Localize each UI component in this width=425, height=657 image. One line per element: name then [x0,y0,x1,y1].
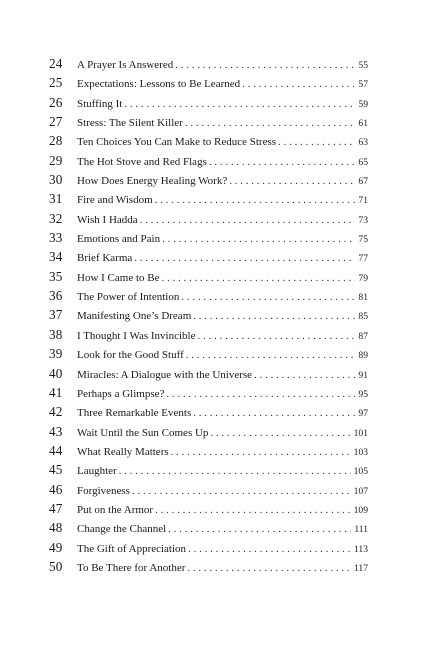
toc-entry [49,267,368,286]
page-number: 67 [358,176,368,188]
chapter-title: Stress: The Silent Killer [77,117,183,130]
chapter-title: Wish I Hadda [77,213,138,226]
dot-leader [181,288,355,307]
dot-leader [188,540,351,559]
chapter-number: 40 [49,365,63,381]
toc-entry [49,499,368,518]
chapter-title: Emotions and Pain [77,233,161,246]
toc-entry [49,151,368,170]
toc-entry [49,422,368,441]
chapter-title: What Really Matters [77,445,169,458]
dot-leader [193,307,355,326]
chapter-title: Stuffing It [77,97,123,110]
page-number: 85 [358,311,368,323]
chapter-title: Perhaps a Glimpse? [77,387,165,400]
dot-leader [229,172,355,191]
chapter-number: 33 [49,230,63,246]
dot-leader [134,249,355,268]
toc-entry [49,441,368,460]
page-number: 105 [353,466,368,478]
chapter-title: The Power of Intention [77,291,180,304]
page-number: 59 [358,98,368,110]
page-number: 71 [358,195,368,207]
dot-leader [254,366,355,385]
chapter-number: 30 [49,172,63,188]
dot-leader [185,114,356,133]
dot-leader [124,95,355,114]
chapter-title: Three Remarkable Events [77,407,192,420]
toc-entry [49,286,368,305]
chapter-title: Put on the Armor [77,503,154,516]
toc-entry [49,364,368,383]
chapter-title: Change the Channel [77,523,167,536]
page-number: 113 [353,543,368,555]
toc-entry [49,131,368,150]
chapter-number: 25 [49,75,63,91]
dot-leader [171,443,351,462]
page-number: 103 [353,446,368,458]
dot-leader [197,327,355,346]
toc-entry [49,189,368,208]
chapter-number: 37 [49,307,63,323]
page-number: 107 [353,485,368,497]
toc-entry [49,460,368,479]
page-number: 61 [358,118,368,130]
chapter-number: 45 [49,462,63,478]
page-number: 111 [354,524,368,536]
chapter-number: 26 [49,94,63,110]
chapter-title: Forgiveness [77,484,130,497]
chapter-title: The Gift of Appreciation [77,542,187,555]
chapter-number: 27 [49,114,63,130]
toc-entry [49,209,368,228]
chapter-number: 38 [49,326,63,342]
chapter-title: Ten Choices You Can Make to Reduce Stress [77,136,277,149]
chapter-title: Manifesting One’s Dream [77,310,192,323]
dot-leader [155,191,356,210]
toc-entry [49,112,368,131]
chapter-title: I Thought I Was Invincible [77,329,196,342]
dot-leader [210,424,350,443]
chapter-title: To Be There for Another [77,561,186,574]
chapter-number: 46 [49,481,63,497]
chapter-number: 24 [49,56,63,71]
page-number: 95 [358,388,368,400]
chapter-title: How Does Energy Healing Work? [77,175,228,188]
dot-leader [193,404,355,423]
toc-entry [49,170,368,189]
chapter-title: Wait Until the Sun Comes Up [77,426,209,439]
toc-entry [49,54,368,73]
toc-entry [49,325,368,344]
dot-leader [132,482,351,501]
chapter-number: 35 [49,268,63,284]
dot-leader [166,385,355,404]
toc-entry [49,305,368,324]
page-number: 97 [358,408,368,420]
dot-leader [119,462,351,481]
toc-entry [49,538,368,557]
page-number: 73 [358,214,368,226]
chapter-title: How I Came to Be [77,271,160,284]
page-number: 77 [358,253,368,265]
page-number: 117 [353,562,368,574]
chapter-number: 39 [49,346,63,362]
page-number: 91 [358,369,368,381]
chapter-number: 49 [49,539,63,555]
chapter-title: The Hot Stove and Red Flags [77,155,207,168]
chapter-title: Expectations: Lessons to Be Learned [77,78,241,91]
page-number: 101 [353,427,368,439]
chapter-title: Look for the Good Stuff [77,349,184,362]
toc-entry [49,344,368,363]
page-number: 75 [358,234,368,246]
toc-entry [49,228,368,247]
dot-leader [168,520,351,539]
toc-entry [49,93,368,112]
dot-leader [187,559,351,578]
chapter-number: 48 [49,520,63,536]
page-number: 89 [358,350,368,362]
chapter-number: 47 [49,500,63,516]
chapter-number: 34 [49,249,63,265]
table-of-contents [49,54,368,576]
chapter-number: 43 [49,423,63,439]
toc-entry [49,402,368,421]
chapter-number: 42 [49,404,63,420]
chapter-number: 44 [49,442,63,458]
toc-entry [49,480,368,499]
chapter-number: 29 [49,152,63,168]
page-number: 79 [358,272,368,284]
page-number: 63 [358,137,368,149]
dot-leader [242,75,355,94]
chapter-title: Fire and Wisdom [77,194,153,207]
page-number: 55 [358,60,368,71]
toc-entry [49,73,368,92]
toc-entry [49,557,368,576]
dot-leader [161,269,355,288]
dot-leader [175,56,355,75]
chapter-number: 41 [49,384,63,400]
dot-leader [140,211,356,230]
chapter-number: 32 [49,210,63,226]
page-number: 65 [358,156,368,168]
chapter-number: 50 [49,558,63,574]
chapter-title: A Prayer Is Answered [77,59,174,71]
chapter-title: Brief Karma [77,252,133,265]
toc-entry [49,247,368,266]
page-number: 81 [358,292,368,304]
page-number: 87 [358,330,368,342]
dot-leader [162,230,355,249]
dot-leader [278,133,355,152]
toc-entry [49,383,368,402]
dot-leader [209,153,356,172]
page-number: 109 [353,504,368,516]
chapter-title: Miracles: A Dialogue with the Universe [77,368,253,381]
dot-leader [186,346,356,365]
chapter-title: Laughter [77,465,117,478]
chapter-number: 36 [49,288,63,304]
toc-entry [49,518,368,537]
dot-leader [155,501,351,520]
page-number: 57 [358,79,368,91]
chapter-number: 31 [49,191,63,207]
chapter-number: 28 [49,133,63,149]
